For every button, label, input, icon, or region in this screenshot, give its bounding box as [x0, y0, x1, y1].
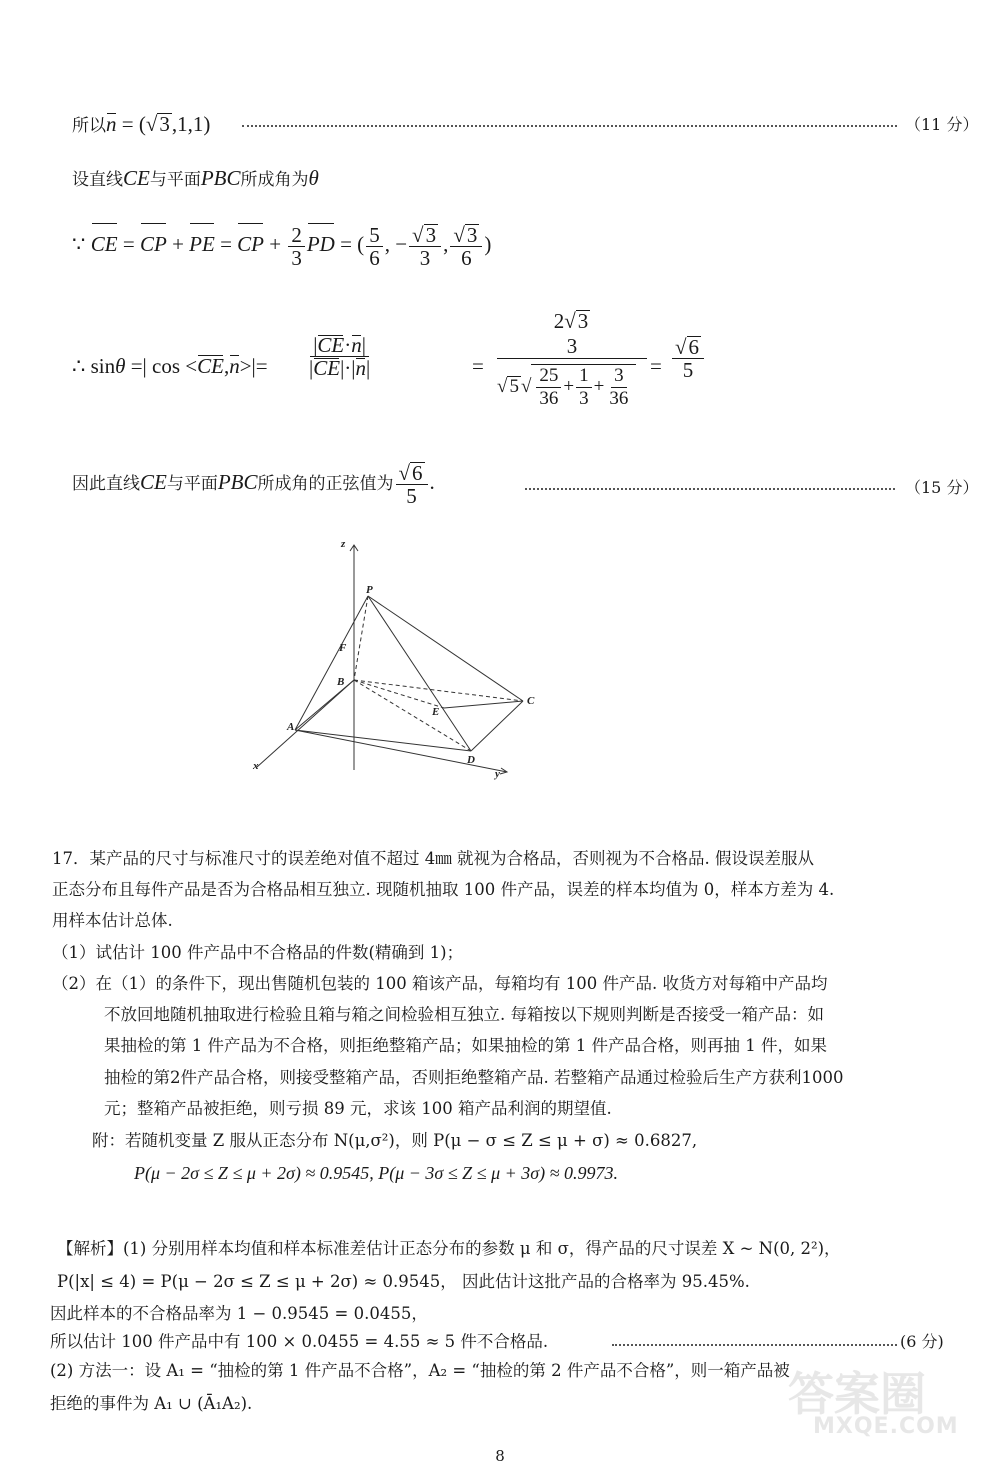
leader-dots-15 [525, 488, 895, 490]
vector-ce: CE [313, 356, 341, 380]
line-ce-vector: ∵ CE = CP + PE = CP + $\frac{2}{3}$ PD = ( $\frac{5}{6}$ , − $\frac{√3}{3}$ , $\frac{√3}{6}$ ) [72, 223, 492, 270]
geometry-figure [245, 535, 535, 785]
score-11: （11 分） [905, 115, 979, 134]
edge-DC [471, 701, 523, 751]
num: 2 [288, 224, 305, 247]
solution-line-4: 所以估计 100 件产品中有 100 × 0.0455 = 4.55 ≈ 5 件不合格品. [50, 1332, 549, 1351]
q17-stem-2: 正态分布且每件产品是否为合格品相互独立. 现随机抽取 100 件产品，误差的样本均值为 0，样本方差为 4. [52, 880, 835, 899]
den: 3 [579, 388, 589, 410]
text: 因此直线 [72, 474, 140, 494]
dash-BD [354, 680, 471, 751]
vector-ce: CE [91, 222, 118, 266]
symbol-pbc: PBC [217, 470, 258, 494]
q17-part-2-line4: 抽检的第2件产品合格，则接受整箱产品，否则拒绝整箱产品. 若整箱产品通过检验后生产方获利1000 [104, 1068, 844, 1087]
fraction-5-6 [366, 224, 383, 269]
solution-line-6: 拒绝的事件为 A₁ ∪ (Ā₁A₂). [50, 1394, 253, 1413]
den: 6 [369, 246, 380, 270]
edge-AB [295, 680, 354, 730]
fraction-2-3 [288, 224, 305, 269]
den: 5 [682, 358, 694, 382]
solution-line-3: 因此样本的不合格品率为 1 − 0.9545 = 0.0455， [50, 1304, 428, 1323]
cos-text: =| cos < [125, 354, 198, 378]
edge-PD [368, 596, 471, 751]
period: . [429, 470, 435, 494]
vector-n: n [106, 112, 117, 136]
fraction-sqrt6-5: $\frac{√6}{5}$ [396, 462, 428, 507]
label-E: E [432, 706, 440, 718]
text: 设直线 [72, 170, 123, 190]
fraction-result: $\frac{√6}{5}$ [672, 336, 704, 381]
vector-pe: PE [189, 222, 215, 266]
text-rest: ,1,1) [171, 112, 211, 136]
mid-text: >|= [239, 354, 268, 378]
label-y: y [495, 768, 500, 780]
q17-part-2-line1: （2）在（1）的条件下，现出售随机包装的 100 箱该产品，每箱均有 100 件产品. 收货方对每箱中产品均 [52, 974, 828, 993]
text: 所成角的正弦值为 [257, 474, 394, 494]
leader-dots-6 [612, 1344, 897, 1346]
line-conclusion [72, 460, 435, 507]
num: 1 [576, 365, 592, 388]
text-prefix: 所以 [72, 116, 106, 136]
fraction-big: 2√3 3 √ 5 √ $\frac{25}{36}$ + $\frac{1}{3}$ + $\frac{3}{36}$ [497, 308, 657, 415]
edge-EC [444, 701, 523, 708]
radicand: 3 [425, 223, 437, 247]
num: 25 [536, 365, 561, 388]
q17-part-2-line2: 不放回地随机抽取进行检验且箱与箱之间检验相互独立. 每箱按以下规则判断是否接受一箱产品：如 [104, 1005, 824, 1024]
q17-part-1: （1）试估计 100 件产品中不合格品的件数(精确到 1)； [52, 943, 464, 962]
den: 3 [566, 334, 578, 358]
text: 与平面 [149, 170, 201, 190]
solution-line-2: P(|x| ≤ 4) = P(μ − 2σ ≤ Z ≤ μ + 2σ) ≈ 0.9545， 因此估计这批产品的合格率为 95.45%. [57, 1272, 750, 1291]
y-axis [295, 730, 507, 772]
text: 所成角为 [240, 170, 309, 190]
fraction-sqrt3-3: $\frac{√3}{3}$ [409, 224, 441, 269]
den: 3 [291, 246, 302, 270]
label-P: P [366, 584, 373, 596]
vector-n: n [229, 354, 240, 378]
vector-ce: CE [317, 333, 345, 357]
text-eq: = ( [116, 112, 146, 136]
page-number: 8 [495, 1447, 505, 1465]
q17-part-2-line3: 果抽检的第 1 件产品为不合格，则拒绝整箱产品；如果抽检的第 1 件产品合格，则再抽 1 件，如果 [104, 1036, 827, 1055]
label-F: F [339, 642, 347, 654]
num: 5 [366, 224, 383, 247]
den: 5 [406, 484, 417, 508]
q17-stem-1: 17．某产品的尺寸与标准尺寸的误差绝对值不超过 4㎜ 就视为合格品，否则视为不合格品. 假设误差服从 [52, 849, 814, 868]
symbol-ce: CE [140, 470, 167, 494]
leader-dots-11 [242, 125, 897, 127]
because-symbol: ∵ [72, 232, 86, 256]
q17-stem-3: 用样本估计总体. [52, 911, 173, 930]
vector-n: n [351, 333, 362, 357]
den: 36 [609, 388, 629, 410]
label-z: z [341, 538, 346, 550]
x-axis [257, 680, 354, 767]
symbol-ce: CE [123, 166, 150, 190]
radicand: 6 [688, 335, 700, 359]
score-15: （15 分） [905, 478, 979, 497]
root5: 5 [509, 376, 519, 397]
edge-PC [368, 596, 523, 701]
solution-line-5: (2) 方法一：设 A₁ = “抽检的第 1 件产品不合格”，A₂ = “抽检的第 2 件产品不合格”，则一箱产品被 [50, 1361, 790, 1380]
label-B: B [337, 676, 345, 688]
fraction-sqrt3-6: $\frac{√3}{6}$ [450, 224, 482, 269]
num: 3 [611, 365, 627, 388]
symbol-pbc: PBC [200, 166, 241, 190]
label-A: A [287, 721, 295, 733]
dash-BE [354, 680, 444, 708]
vector-cp: CP [140, 222, 167, 266]
line-angle-def [72, 166, 319, 192]
vector-pd: PD [307, 222, 335, 266]
sqrt-3: 3 [159, 112, 170, 136]
q17-part-2-line5: 元；整箱产品被拒绝，则亏损 89 元，求该 100 箱产品利润的期望值. [104, 1099, 612, 1118]
watermark-logo [768, 1358, 978, 1448]
radicand: 3 [466, 223, 478, 247]
vector-cp: CP [237, 222, 264, 266]
symbol-theta: θ [115, 354, 126, 378]
line-normal-vector: 所以n = (√3,1,1) [72, 112, 211, 136]
watermark-text: 答案圈 [788, 1367, 926, 1421]
radicand: 3 [577, 309, 589, 333]
vector-n: n [355, 356, 366, 380]
solution-line-1: 【解析】(1) 分别用样本均值和样本标准差估计正态分布的参数 μ 和 σ，得产品的尺寸误差 X ~ N(0, 2²)， [57, 1239, 841, 1258]
text: 与平面 [166, 474, 218, 494]
q17-note-2: P(μ − 2σ ≤ Z ≤ μ + 2σ) ≈ 0.9545, P(μ − 3σ ≤ Z ≤ μ + 3σ) ≈ 0.9973. [134, 1163, 618, 1183]
vector-ce: CE [197, 354, 224, 378]
dash-BC [354, 680, 523, 701]
label-x: x [253, 760, 259, 772]
den: 36 [539, 388, 559, 410]
radicand: 6 [412, 461, 423, 485]
score-6: (6 分) [900, 1332, 944, 1351]
label-D: D [467, 754, 475, 766]
symbol-theta: θ [308, 166, 319, 190]
den: 3 [419, 246, 431, 270]
edge-PA [295, 596, 368, 730]
coef: 2 [553, 309, 565, 333]
q17-note-1: 附：若随机变量 Z 服从正态分布 N(μ,σ²)，则 P(μ − σ ≤ Z ≤ μ + σ) ≈ 0.6827, [92, 1131, 698, 1150]
therefore-sin: ∴ sin [72, 354, 116, 378]
fraction-dot-over-norms: $\frac{|CE\cdot n|}{|CE|\cdot|n|}$ [309, 333, 371, 380]
label-C: C [527, 695, 535, 707]
den: 6 [461, 246, 472, 270]
watermark-url: MXQE.COM [813, 1414, 959, 1439]
